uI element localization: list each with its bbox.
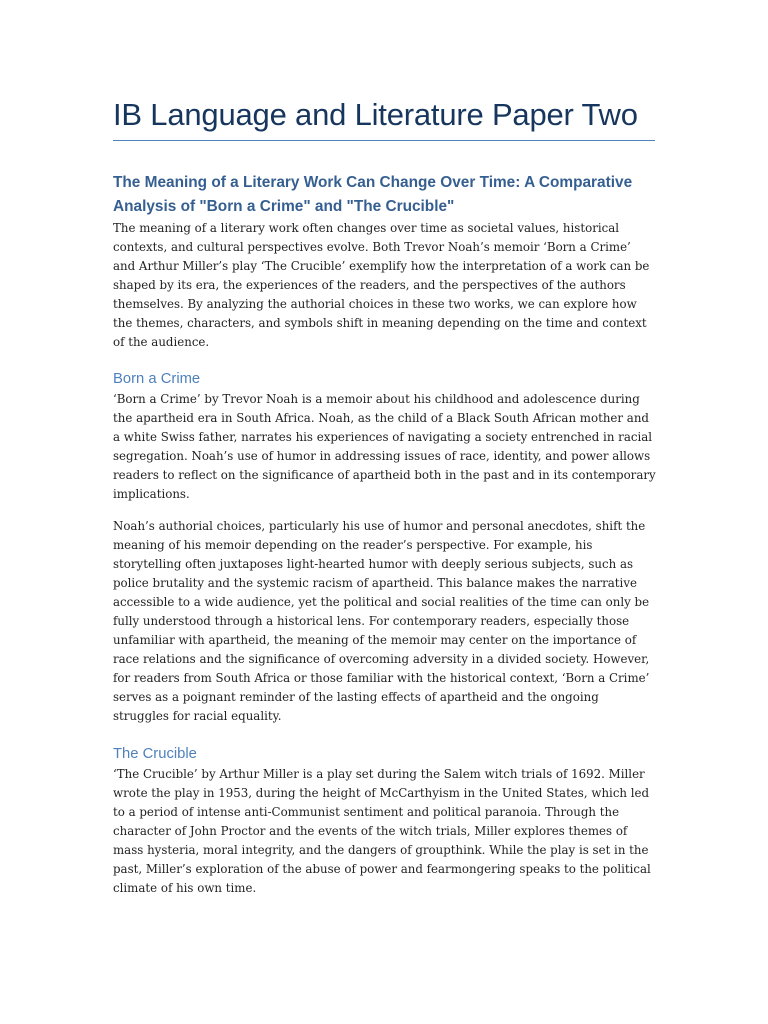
born-a-crime-paragraph-1: ‘Born a Crime’ by Trevor Noah is a memoir about his childhood and adolescence during the apartheid era in South Africa. Noah, as the child of a Black South African mother and a white Swiss father, narrates his experiences of navigating a society entrenched in racial segregation. Noah’s use of humor in addressing issues of race, identity, and power allows readers to reflect on the significance of apartheid both in the past and in its contemporary implications.	[113, 392, 656, 501]
document-title: IB Language and Literature Paper Two	[113, 97, 638, 132]
heading-the-crucible: The Crucible	[113, 746, 197, 762]
section-heading: The Meaning of a Literary Work Can Change Over Time: A Comparative Analysis of "Born a Crime" and "The Crucible"	[113, 174, 633, 215]
born-a-crime-paragraph-2: Noah’s authorial choices, particularly his use of humor and personal anecdotes, shift the meaning of his memoir depending on the reader’s perspective. For example, his storytelling often juxtaposes light-hearted humor with deeply serious subjects, such as police brutality and the systemic racism of apartheid. This balance makes the narrative accessible to a wide audience, yet the political and social realities of the time can only be fully understood through a historical lens. For contemporary readers, especially those unfamiliar with apartheid, the meaning of the memoir may center on the importance of race relations and the significance of overcoming adversity in a divided society. However, for readers from South Africa or those familiar with the historical context, ‘Born a Crime’ serves as a poignant reminder of the lasting effects of apartheid and the ongoing struggles for racial equality.	[113, 519, 650, 723]
intro-paragraph: The meaning of a literary work often changes over time as societal values, historical contexts, and cultural perspectives evolve. Both Trevor Noah’s memoir ‘Born a Crime’ and Arthur Miller’s play ‘The Crucible’ exemplify how the interpretation of a work can be shaped by its era, the experiences of the readers, and the perspectives of the authors themselves. By analyzing the authorial choices in these two works, we can explore how the themes, characters, and symbols shift in meaning depending on the time and context of the audience.	[113, 221, 650, 349]
the-crucible-paragraph-1: ‘The Crucible’ by Arthur Miller is a play set during the Salem witch trials of 1692. Miller wrote the play in 1953, during the height of McCarthyism in the United States, which led to a period of intense anti-Communist sentiment and political paranoia. Through the character of John Proctor and the events of the witch trials, Miller explores themes of mass hysteria, moral integrity, and the dangers of groupthink. While the play is set in the past, Miller’s exploration of the abuse of power and fearmongering speaks to the political climate of his own time.	[113, 767, 651, 895]
heading-born-a-crime: Born a Crime	[113, 371, 201, 387]
